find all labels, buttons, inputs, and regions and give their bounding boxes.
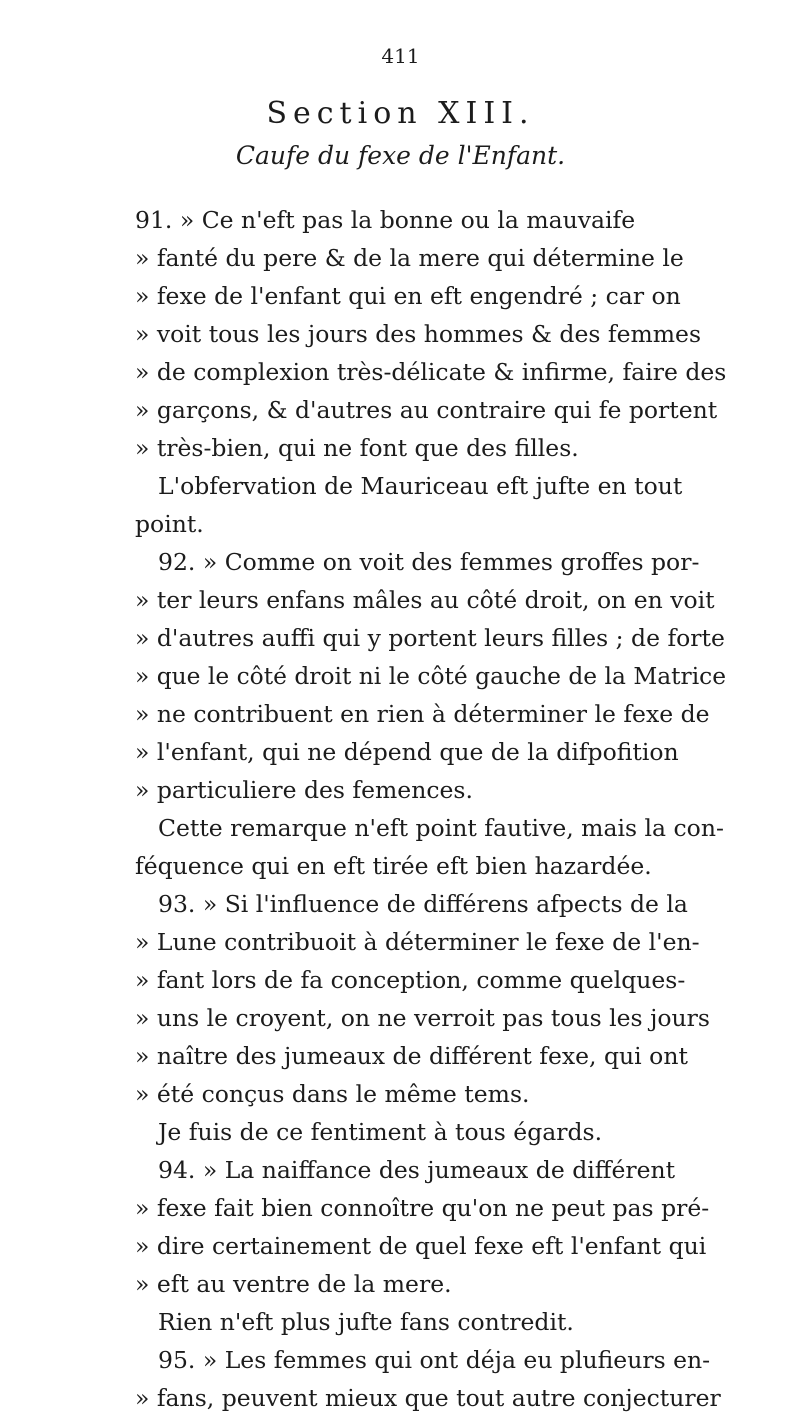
text-line: » eft au ventre de la mere. [135, 1270, 452, 1298]
section-subtitle: Caufe du fexe de l'Enfant. [235, 141, 566, 170]
text-line: » voit tous les jours des hommes & des femmes [135, 320, 702, 348]
text-line: » Lune contribuoit à déterminer le fexe de l'en- [135, 928, 700, 956]
text-line: 95. » Les femmes qui ont déja eu plufieurs en- [158, 1346, 711, 1374]
text-line: Je fuis de ce fentiment à tous égards. [158, 1118, 603, 1146]
text-line: » uns le croyent, on ne verroit pas tous les jours [135, 1004, 710, 1032]
page-number: 411 [381, 44, 420, 68]
text-line: 93. » Si l'influence de différens afpects de la [158, 890, 688, 918]
text-line: 91. » Ce n'eft pas la bonne ou la mauvaife [135, 206, 636, 234]
text-line: 92. » Comme on voit des femmes groffes por- [158, 548, 700, 576]
text-line: » fexe de l'enfant qui en eft engendré ; car on [135, 282, 681, 310]
text-line: » particuliere des femences. [135, 776, 473, 804]
text-line: » ne contribuent en rien à déterminer le fexe de [135, 700, 710, 728]
text-line: féquence qui en eft tirée eft bien hazardée. [135, 852, 652, 880]
text-line: » fanté du pere & de la mere qui détermine le [135, 244, 684, 272]
text-line: Rien n'eft plus jufte fans contredit. [158, 1308, 574, 1336]
text-line: » naître des jumeaux de différent fexe, qui ont [135, 1042, 688, 1070]
text-line: 94. » La naiffance des jumeaux de différent [158, 1156, 676, 1184]
text-line: » fant lors de fa conception, comme quelques- [135, 966, 686, 994]
text-line: » garçons, & d'autres au contraire qui fe portent [135, 396, 718, 424]
text-line: » fexe fait bien connoître qu'on ne peut pas pré- [135, 1194, 710, 1222]
text-line: » fans, peuvent mieux que tout autre conjecturer [135, 1384, 721, 1412]
text-line: Cette remarque n'eft point fautive, mais la con- [158, 814, 724, 842]
section-heading: Section XIII. [266, 96, 535, 131]
text-line: » ter leurs enfans mâles au côté droit, on en voit [135, 586, 715, 614]
text-line: » l'enfant, qui ne dépend que de la difpofition [135, 738, 679, 766]
text-line: » dire certainement de quel fexe eft l'enfant qui [135, 1232, 707, 1260]
text-line: » de complexion très-délicate & infirme, faire des [135, 358, 727, 386]
text-line: » que le côté droit ni le côté gauche de la Matrice [135, 662, 727, 690]
text-line: L'obfervation de Mauriceau eft jufte en tout [158, 472, 683, 500]
text-line: » très-bien, qui ne font que des filles. [135, 434, 579, 462]
text-line: » été conçus dans le même tems. [135, 1080, 530, 1108]
text-line: » d'autres auffi qui y portent leurs filles ; de forte [135, 624, 725, 652]
text-line: point. [135, 510, 204, 538]
